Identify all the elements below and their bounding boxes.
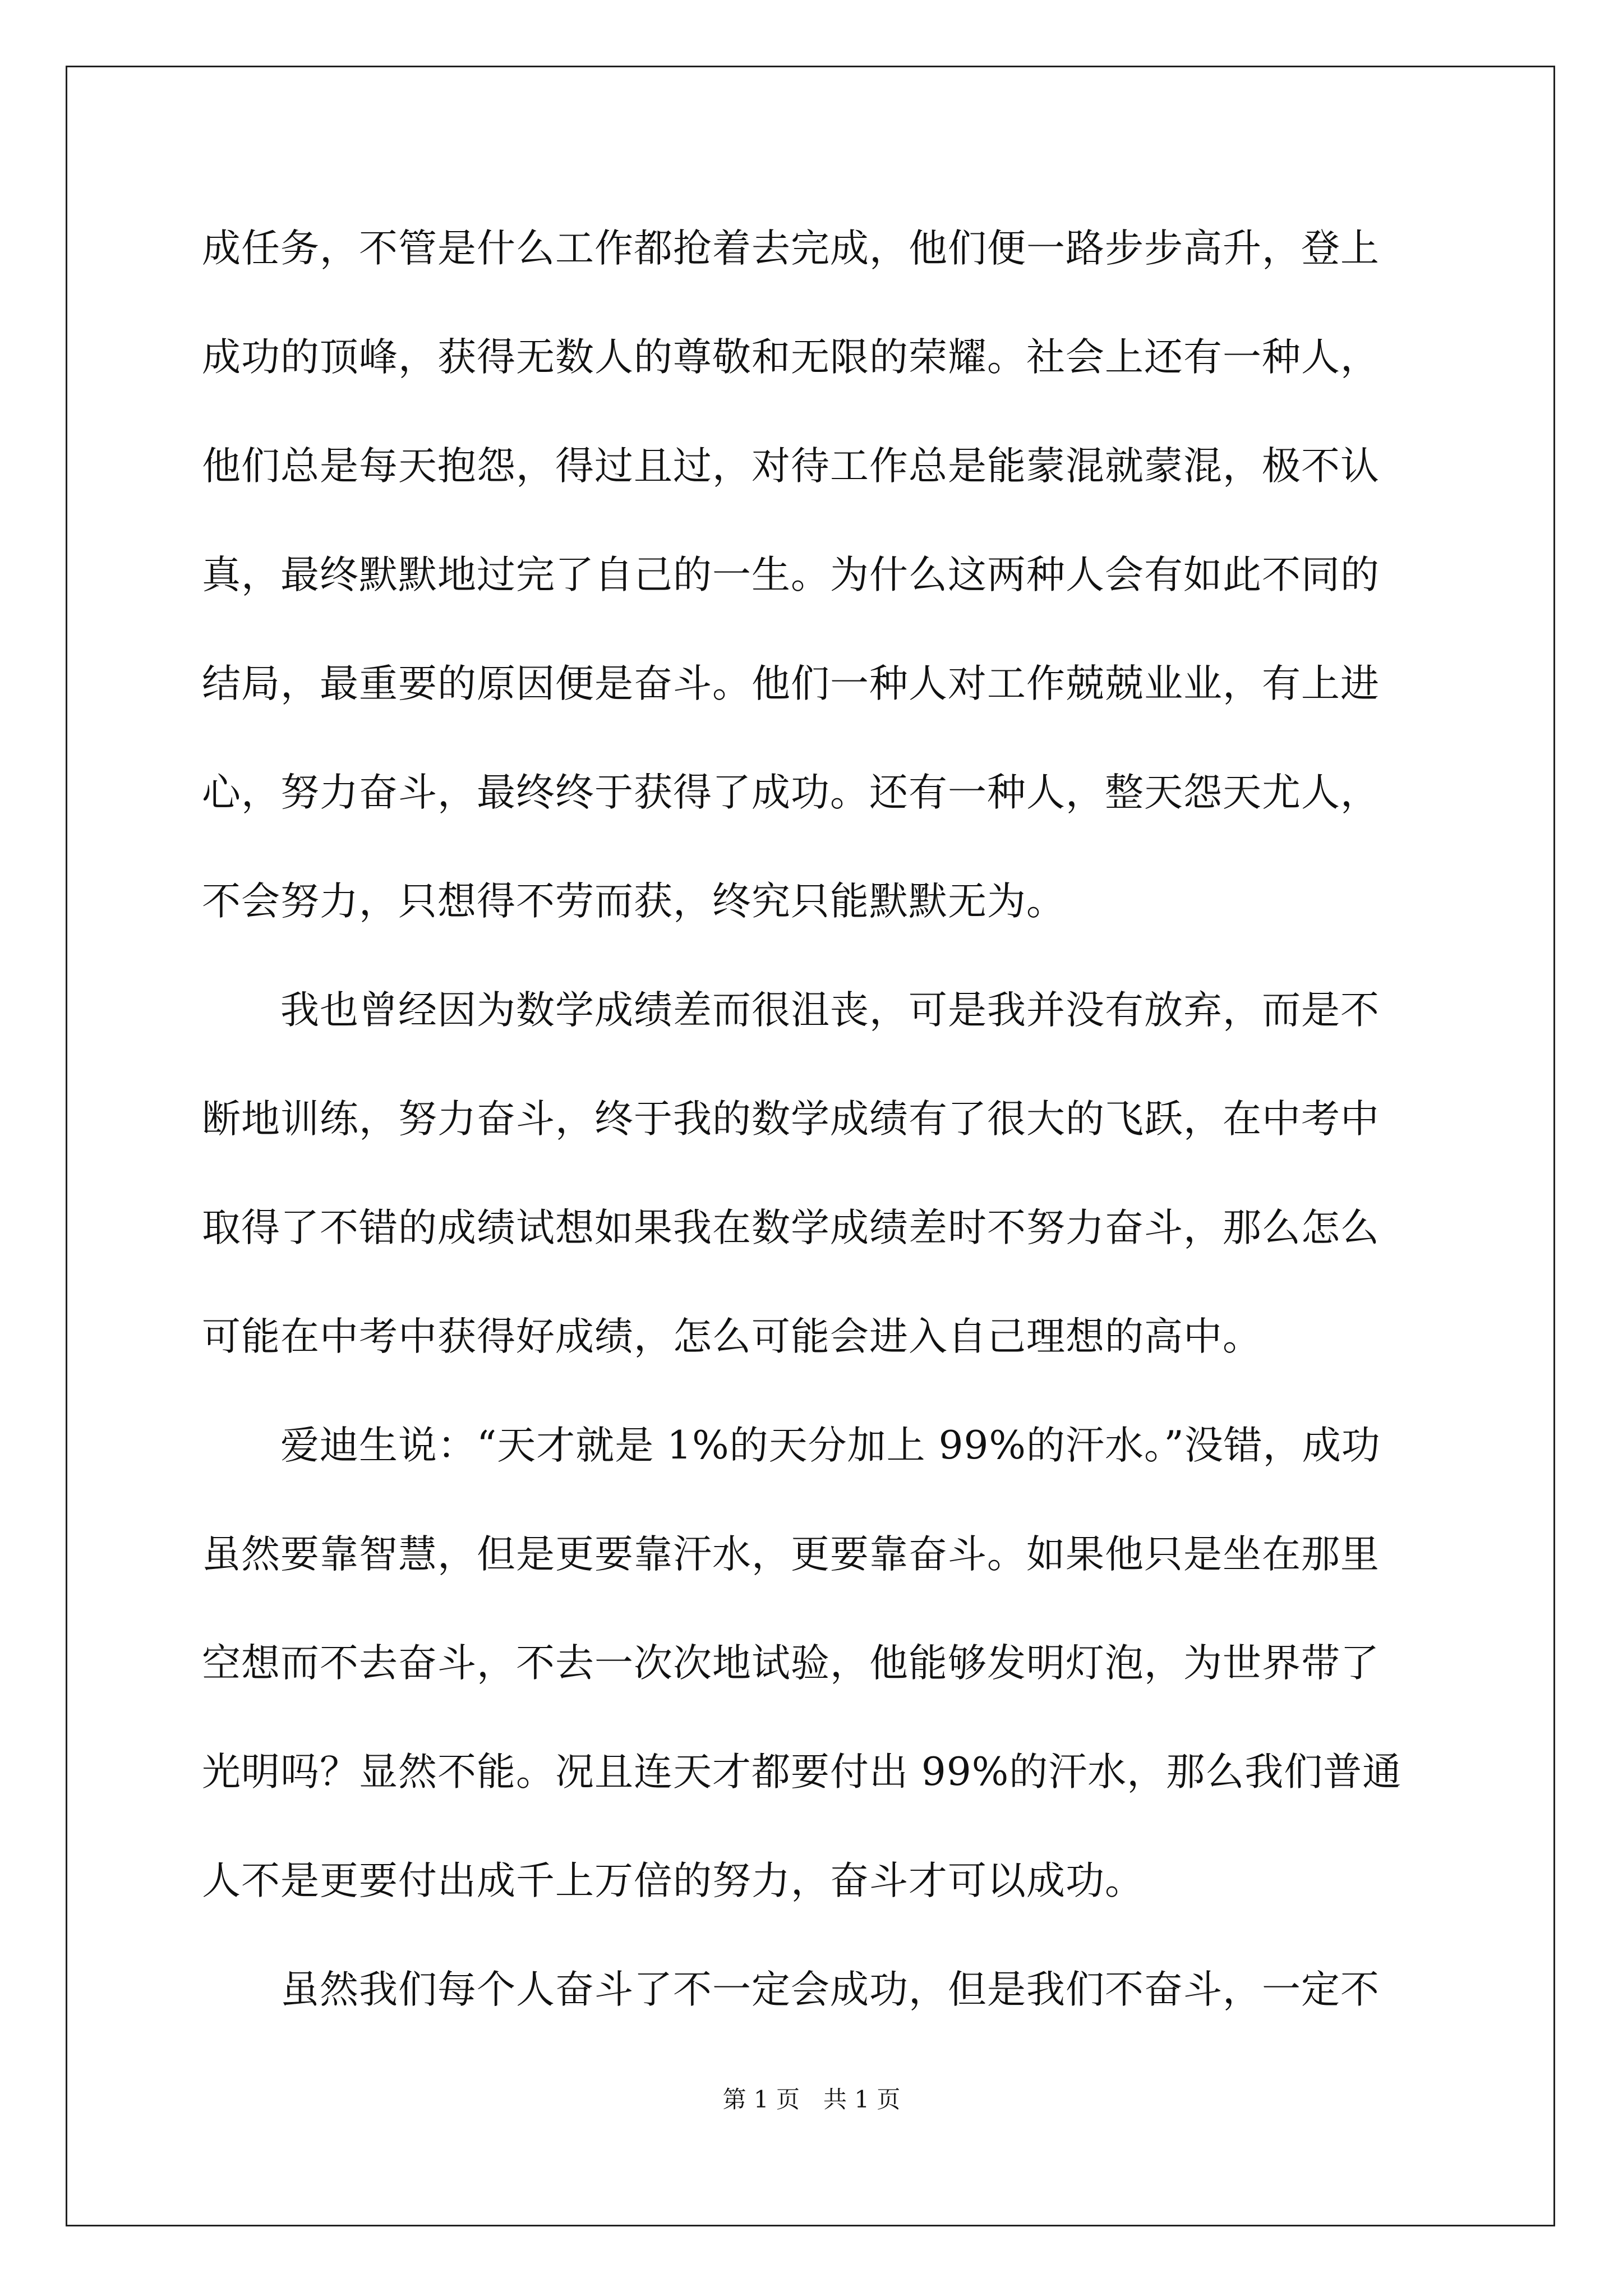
text-line: 成任务，不管是什么工作都抢着去完成，他们便一路步步高升，登上 — [202, 226, 1380, 271]
text-line: 可能在中考中获得好成绩，怎么可能会进入自己理想的高中。 — [202, 1314, 1262, 1359]
text-line: 爱迪生说：“天才就是 1%的天分加上 99%的汗水。”没错，成功 — [202, 1423, 1381, 1468]
text-line: 虽然要靠智慧，但是更要靠汗水，更要靠奋斗。如果他只是坐在那里 — [202, 1532, 1380, 1577]
text-line: 成功的顶峰，获得无数人的尊敬和无限的荣耀。社会上还有一种人， — [202, 335, 1380, 380]
text-line: 我也曾经因为数学成绩差而很沮丧，可是我并没有放弃，而是不 — [202, 988, 1380, 1033]
text-line: 空想而不去奋斗，不去一次次地试验，他能够发明灯泡，为世界带了 — [202, 1641, 1380, 1686]
text-line: 结局，最重要的原因便是奋斗。他们一种人对工作兢兢业业，有上进 — [202, 661, 1380, 706]
text-line: 心，努力奋斗，最终终于获得了成功。还有一种人，整天怨天尤人， — [202, 770, 1380, 815]
text-line: 虽然我们每个人奋斗了不一定会成功，但是我们不奋斗，一定不 — [202, 1967, 1380, 2012]
text-line: 不会努力，只想得不劳而获，终究只能默默无为。 — [202, 879, 1066, 924]
text-line: 取得了不错的成绩试想如果我在数学成绩差时不努力奋斗，那么怎么 — [202, 1205, 1380, 1250]
text-line: 真，最终默默地过完了自己的一生。为什么这两种人会有如此不同的 — [202, 553, 1380, 597]
page-footer: 第 1 页 共 1 页 — [722, 2086, 901, 2113]
text-line: 光明吗？显然不能。况且连天才都要付出 99%的汗水，那么我们普通 — [202, 1750, 1402, 1795]
text-line: 他们总是每天抱怨，得过且过，对待工作总是能蒙混就蒙混，极不认 — [202, 444, 1380, 489]
text-line: 人不是更要付出成千上万倍的努力，奋斗才可以成功。 — [202, 1858, 1144, 1903]
text-line: 断地训练，努力奋斗，终于我的数学成绩有了很大的飞跃，在中考中 — [202, 1097, 1380, 1142]
